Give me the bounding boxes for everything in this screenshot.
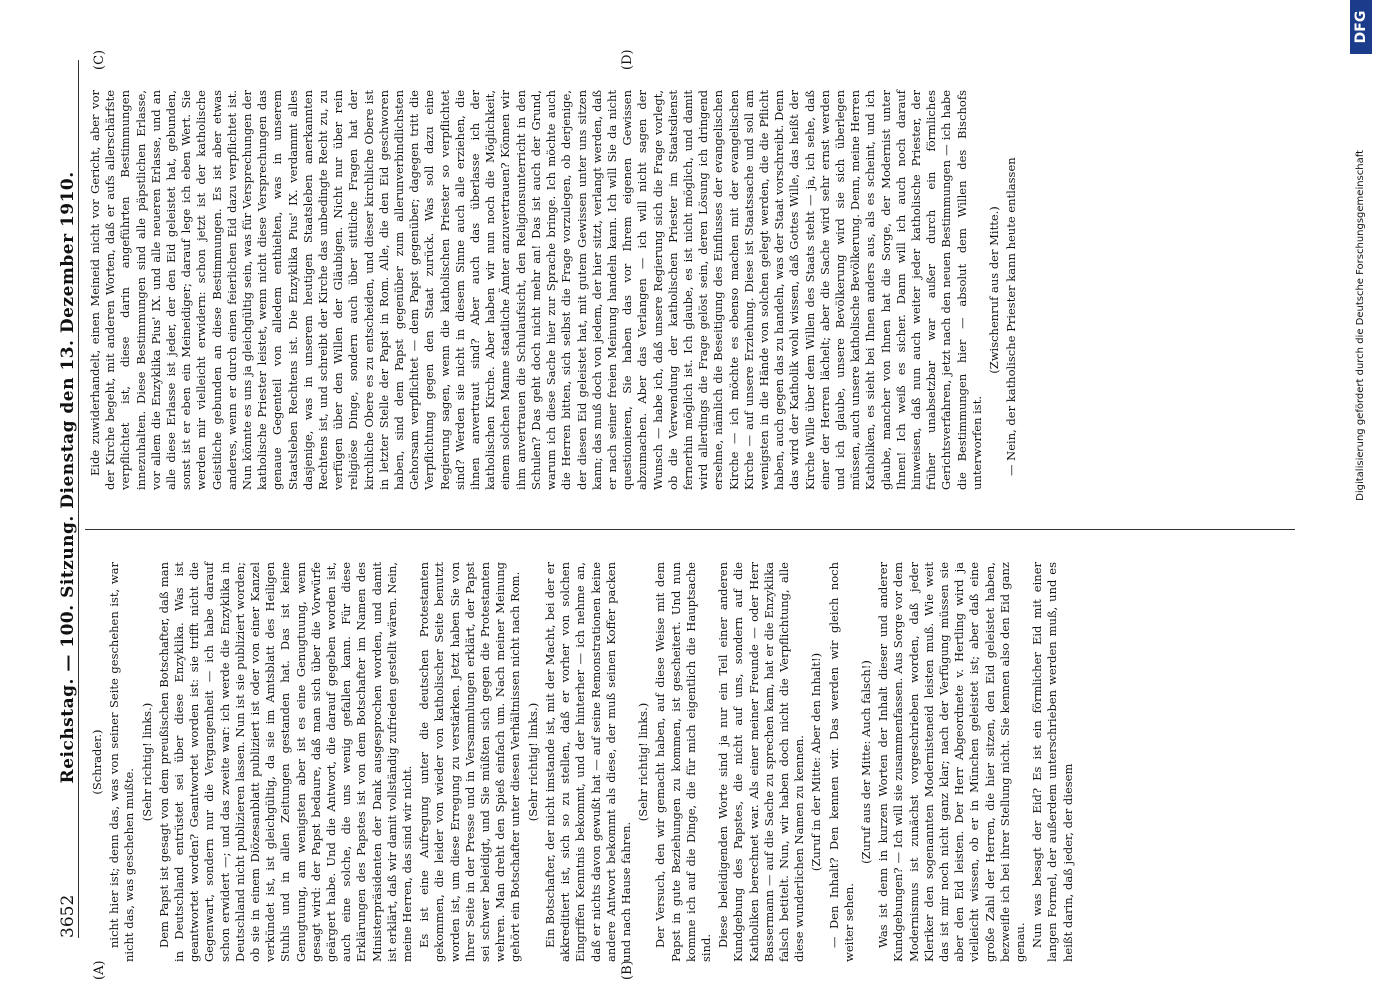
interjection: (Sehr richtig! links.) — [139, 702, 154, 822]
interjection: (Sehr richtig! links.) — [525, 702, 540, 822]
paragraph: nicht hier ist; denn das, was von seiner Seite geschehen ist, war nicht das, was geschehen mußte. — [107, 562, 137, 962]
paragraph: — Den Inhalt? Den kennen wir. Das werden wir gleich noch weiter sehen. — [826, 562, 856, 962]
paragraph: Dem Papst ist gesagt von dem preußischen Botschafter, daß man in Deutschland entrüstet sei über diese Enzyklika. Was ist geantwortet worden? Geantwortet worden ist: sie trifft nicht die Gegenwart, sondern nur die Vergangenheit — ich habe darauf schon erwidert —; und das zweite war: ich werde die Enzyklika in Deutschland nicht publizieren lassen. Nun ist sie publiziert worden; ob sie in einem Diözesanblatt publiziert ist oder von einer Kanzel verkündet ist, ist gleichgültig, da sie im Amtsblatt des Heiligen Stuhls und in allen Zeitungen gestanden hat. Das ist keine Genugtuung, am wenigsten aber ist es eine Genugtuung, wenn gesagt wird: der Papst bedaure, daß man sich über die Vorwürfe geärgert habe. Und die Antwort, die darauf gegeben worden ist, auch eine solche, die uns wenig gefallen kann. Für diese Erklärungen des Papstes ist von dem Botschafter im Namen des Ministerpräsidenten der Dank ausgesprochen worden, und damit ist erklärt, daß wir damit vollständig zufrieden gestellt wären. Nein, meine Herren, das sind wir nicht. — [156, 562, 415, 962]
page-number: 3652 — [58, 894, 78, 938]
digitization-credit: Digitalisierung gefördert durch die Deutsche Forschungsgemeinschaft — [1355, 150, 1366, 501]
speaker-name: (Schrader.) — [90, 729, 104, 795]
paragraph: Nun was besagt der Eid? Es ist ein förmlicher Eid mit einer langen Formel, der außerdem unterschrieben werden muß, und es heißt darin, daß jeder, der diesem — [1030, 562, 1075, 962]
paragraph: — Nein, der katholische Priester kann heute entlassen — [1004, 157, 1019, 476]
paragraph: Der Versuch, den wir gemacht haben, auf diese Weise mit dem Papst in gute Beziehungen zu kommen, ist gescheitert. Und nun komme ich auf die Dinge, die für mich eigentlich die Hauptsache sind. — [653, 562, 713, 962]
margin-label-b: (B) — [620, 960, 635, 980]
interjection: (Zuruf aus der Mitte: Auch falsch!) — [858, 660, 873, 864]
interjection: (Zuruf in der Mitte: Aber den Inhalt!) — [809, 652, 824, 872]
interjection: (Zwischenruf aus der Mitte.) — [986, 206, 1001, 374]
page-header — [52, 60, 79, 938]
margin-label-d: (D) — [620, 49, 635, 70]
paragraph: Was ist denn in kurzen Worten der Inhalt dieser und anderer Kundgebungen? — Ich will sie zusammenfassen. Aus Sorge vor dem Modernismus ist zunächst vorgeschrieben worden, daß jeder Kleriker den sogenannten Modernisteneid leisten muß. Wie weit das ist mir noch nicht ganz klar; nach der Verfügung müssen sie aber den Eid leisten. Der Herr Abgeordnete v. Hertling wird ja vielleicht wissen, ob er in München geleistet ist; aber daß eine große Zahl der Herren, die hier sitzen, den Eid geleistet haben, bezweifle ich bei ihrer Stellung nicht. Sie kennen also den Eid ganz genau. — [876, 562, 1027, 962]
session-title: Reichstag. — 100. Sitzung. Dienstag den 13. Dezember 1910. — [58, 171, 78, 784]
column-divider — [85, 529, 1295, 530]
text-column-left — [88, 562, 1075, 962]
text-column-right — [88, 90, 1019, 490]
paragraph: Diese beleidigenden Worte sind ja nur ein Teil einer anderen Kundgebung des Papstes, die nicht auf uns, sondern auf die Katholiken berechnet war. Als einer meiner Freunde — oder Herr Bassermann — auf die Sache zu sprechen kam, hat er die Enzyklika falsch betitelt. Nun, wir haben doch nicht die Verpflichtung, alle diese wunderlichen Namen zu kennen. — [716, 562, 807, 962]
margin-label-a: (A) — [92, 960, 107, 980]
margin-label-c: (C) — [92, 49, 107, 70]
paragraph: Ein Botschafter, der nicht imstande ist, mit der Macht, bei der er akkreditiert ist, sich so zu stellen, daß er vorher von solchen Eingriffen Kenntnis bekommt, und der hinterher — ich nehme an, daß er nichts davon gewußt hat — auf seine Remonstrationen keine andere Antwort bekommt als diese, der muß seinen Koffer packen und nach Hause fahren. — [542, 562, 633, 962]
paragraph: Eide zuwiderhandelt, einen Meineid nicht vor Gericht, aber vor der Kirche begeht, mit anderen Worten, daß er aufs allerschärfste verpflichtet ist, diese darin angeführten Bestimmungen innezuhalten. Diese Bestimmungen sind alle päpstlichen Erlasse, vor allem die Enzyklika Pius' IX. und alle neueren Erlasse, und an alle diese Erlasse ist jeder, der den Eid geleistet hat, gebunden, sonst ist er eben ein Meineidiger; darauf lege ich eben Wert. Sie werden mir vielleicht erwidern: schon jetzt ist der katholische Geistliche gebunden an diese Bestimmungen. Es ist aber etwas anderes, wenn er durch einen feierlichen Eid dazu verpflichtet ist. Nun könnte es uns ja gleichgültig sein, was für Versprechungen der katholische Priester leistet, wenn nicht diese Versprechungen das genaue Gegenteil von alledem enthielten, was in unserem Staatsleben Rechtens ist. Die Enzyklika Pius' IX. verdammt alles dasjenige, was in unserem heutigen Staatsleben anerkannten Rechtens ist, und schreibt der Kirche das unbedingte Recht zu, zu verfügen über den Willen der Gläubigen. Nicht nur über rein religiöse Dinge, sondern auch über sittliche Fragen hat der kirchliche Obere es zu entscheiden, und dieser kirchliche Obere ist in letzter Stelle der Papst in Rom. Alle, die den Eid geschworen haben, sind dem Papst gegenüber zum allerunverbindlichsten Gehorsam verpflichtet — dem Papst gegenüber; dagegen tritt die Verpflichtung gegen den Staat zurück. Was soll dazu eine Regierung sagen, wenn die katholischen Priester so verpflichtet sind? Werden sie nicht in diesem Sinne auch alle erziehen, die ihnen anvertraut sind? Aber auch das überlasse ich der katholischen Kirche. Aber haben wir nun noch die Möglichkeit, einem solchen Manne staatliche Ämter anzuvertrauen? Können wir ihm anvertrauen die Schulaufsicht, den Religionsunterricht in den Schulen? Das geht doch nicht mehr an! Das ist auch der Grund, warum ich diese Sache hier zur Sprache bringe. Ich möchte auch die Herren bitten, sich selbst die Frage vorzulegen, ob derjenige, der diesen Eid geleistet hat, mit gutem Gewissen unter uns sitzen kann; das muß doch von jedem, der hier sitzt, verlangt werden, daß er nach seiner freien Meinung handeln kann. Ich will Sie da nicht questionieren, Sie haben das vor Ihrem eigenen Gewissen abzumachen. Aber das Verlangen — ich will nicht sagen der Wunsch — habe ich, daß unsere Regierung sich die Frage vorlegt, ob die Verwendung der katholischen Priester im Staatsdienst fernerhin möglich ist. Ich glaube, es ist nicht möglich, und damit wird allerdings die Frage gelöst sein, deren Lösung ich dringend ersehne, nämlich die Beseitigung des Einflusses der evangelischen Kirche — ich möchte es ebenso machen mit der evangelischen Kirche — auf unsere Erziehung. Diese ist Staatssache und soll am wenigsten in die Hände von solchen gelegt werden, die die Pflicht haben, auch gegen das zu handeln, was der Staat vorschreibt. Denn das wird der Katholik wohl wissen, daß Gottes Wille, das heißt der Kirche Wille über dem Willen des Staats steht — ja, ich sehe, daß einer der Herren lächelt; aber die Sache wird sehr ernst werden und ich glaube, unsere Bevölkerung wird sie sich überlegen müssen, auch unsere katholische Bevölkerung. Denn, meine Herren Katholiken, es sieht bei Ihnen anders aus, als es scheint, und ich glaube, mancher von Ihnen hat die Sorge, der Modernist unter Ihnen! Ich weiß es sicher. Dann will ich auch noch darauf hinweisen, daß nun auch weiter jeder katholische Priester, der früher unabsetzbar war außer durch ein förmliches Gerichtsverfahren, jetzt nach den neuen Bestimmungen — ich habe die Bestimmungen hier — absolut dem Willen des Bischofs unterworfen ist. — [88, 90, 984, 490]
dfg-logo: DFG — [1350, 0, 1372, 54]
interjection: (Sehr richtig! links.) — [636, 702, 651, 822]
paragraph: Es ist eine Aufregung unter die deutschen Protestanten gekommen, die leider von wieder von katholischer Seite benutzt worden ist, um diese Erregung zu verstärken. Jetzt haben Sie von Ihrer Seite in der Presse und in Versammlungen erklärt, der Papst sei schwer beleidigt, und Sie müßten sich gegen die Protestanten wehren. Man dreht den Spieß einfach um. Nach meiner Meinung gehört ein Botschafter unter diesen Verhältnissen nicht nach Rom. — [417, 562, 523, 962]
